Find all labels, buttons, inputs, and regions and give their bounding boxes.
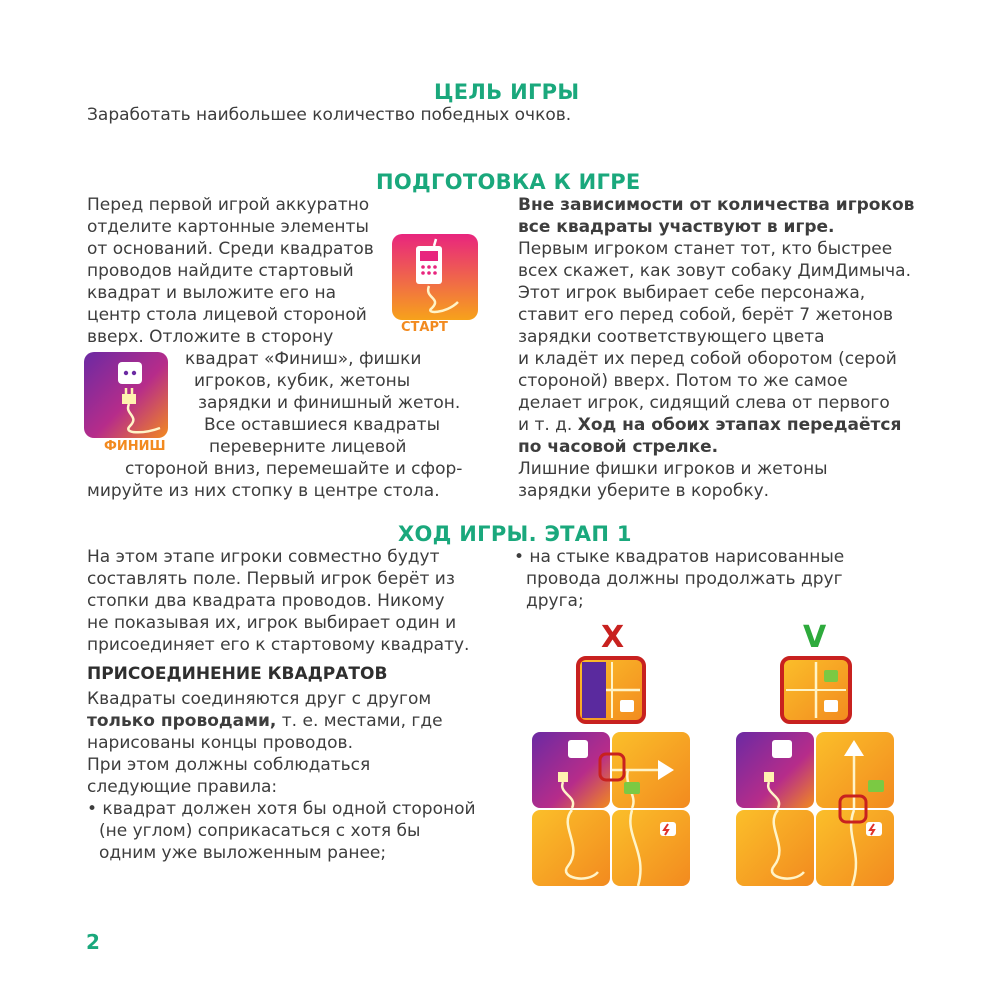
prep-heading: ПОДГОТОВКА К ИГРЕ	[376, 170, 641, 194]
bullet-1-line: одним уже выложенным ранее;	[99, 843, 387, 863]
connect-line: При этом должны соблюдаться	[87, 755, 371, 775]
prep-right-line: зарядки соответствующего цвета	[518, 327, 825, 347]
stage1-line: не показывая их, игрок выбирает один и	[87, 613, 457, 633]
prep-line: квадрат «Финиш», фишки	[185, 349, 422, 369]
prep-line: отделите картонные элементы	[87, 217, 369, 237]
wrong-mark: X	[601, 620, 625, 655]
orange-tile-br	[612, 810, 690, 886]
wrong-example-illustration	[528, 656, 698, 890]
connect-line: Квадраты соединяются друг с другом	[87, 689, 432, 709]
purple-tile	[736, 732, 814, 808]
connect-rest: т. е. местами, где	[276, 711, 443, 731]
prep-line: переверните лицевой	[209, 437, 407, 457]
prep-line: квадрат и выложите его на	[87, 283, 336, 303]
goal-text: Заработать наибольшее количество победных очков.	[87, 105, 572, 125]
stage1-line: На этом этапе игроки совместно будут	[87, 547, 440, 567]
prep-line: проводов найдите стартовый	[87, 261, 354, 281]
bullet-2-line: • на стыке квадратов нарисованные	[514, 547, 845, 567]
prep-right-line: зарядки уберите в коробку.	[518, 481, 770, 501]
stage1-line: стопки два квадрата проводов. Никому	[87, 591, 445, 611]
prep-right-line: Лишние фишки игроков и жетоны	[518, 459, 828, 479]
stage1-left-text	[87, 546, 469, 656]
orange-tile-bl	[736, 810, 814, 886]
top-tile	[782, 658, 850, 722]
prep-right-mixed-bold: Ход на обоих этапах передаётся	[577, 415, 902, 435]
connect-line: нарисованы концы проводов.	[87, 733, 353, 753]
prep-line: от оснований. Среди квадратов	[87, 239, 374, 259]
prep-right-text	[518, 194, 914, 502]
finish-tile	[82, 350, 182, 454]
prep-right-line: ставит его перед собой, берёт 7 жетонов	[518, 305, 894, 325]
socket-icon	[118, 362, 142, 384]
start-tile	[384, 232, 484, 334]
stage1-heading: ХОД ИГРЫ. ЭТАП 1	[398, 522, 632, 546]
connect-subheading: ПРИСОЕДИНЕНИЕ КВАДРАТОВ	[87, 664, 388, 684]
prep-line: мируйте из них стопку в центре стола.	[87, 481, 440, 501]
prep-line: стороной вниз, перемешайте и сфор-	[125, 459, 463, 479]
prep-right-bold-3: по часовой стрелке.	[518, 437, 719, 457]
prep-right-bold-2: все квадраты участвуют в игре.	[518, 217, 835, 237]
prep-line: зарядки и финишный жетон.	[198, 393, 461, 413]
connect-text	[87, 688, 476, 864]
bullet-1-line: • квадрат должен хотя бы одной стороной	[87, 799, 476, 819]
connect-line: следующие правила:	[87, 777, 278, 797]
bullet-1-line: (не углом) соприкасаться с хотя бы	[99, 821, 421, 841]
prep-line: вверх. Отложите в сторону	[87, 327, 334, 347]
right-mark: V	[803, 620, 827, 655]
bullet-2-line: провода должны продолжать друг	[526, 569, 843, 589]
top-tile	[578, 658, 644, 722]
start-tile-label: СТАРТ	[401, 320, 448, 335]
finish-tile-label: ФИНИШ	[104, 439, 166, 454]
bullet-2-line: друга;	[526, 591, 584, 611]
prep-line: игроков, кубик, жетоны	[194, 371, 411, 391]
prep-right-line: делает игрок, сидящий слева от первого	[518, 393, 890, 413]
bullet-2-text	[514, 546, 844, 612]
stage1-line: составлять поле. Первый игрок берёт из	[87, 569, 455, 589]
prep-right-line: и кладёт их перед собой оборотом (серой	[518, 349, 897, 369]
prep-right-mixed-plain: и т. д.	[518, 415, 578, 435]
connect-bold: только проводами,	[87, 711, 277, 731]
prep-line: центр стола лицевой стороной	[87, 305, 367, 325]
page-number: 2	[86, 930, 100, 954]
prep-right-bold-1: Вне зависимости от количества игроков	[518, 195, 915, 215]
stage1-line: присоединяет его к стартовому квадрату.	[87, 635, 470, 655]
goal-heading: ЦЕЛЬ ИГРЫ	[434, 80, 580, 104]
purple-tile	[532, 732, 610, 808]
prep-right-line: всех скажет, как зовут собаку ДимДимыча.	[518, 261, 911, 281]
prep-line: Все оставшиеся квадраты	[204, 415, 440, 435]
right-example-illustration	[734, 656, 900, 890]
prep-line: Перед первой игрой аккуратно	[87, 195, 370, 215]
orange-tile-bl	[532, 810, 610, 886]
prep-right-line: Этот игрок выбирает себе персонажа,	[518, 283, 866, 303]
prep-right-line: стороной) вверх. Потом то же самое	[518, 371, 848, 391]
prep-right-line: Первым игроком станет тот, кто быстрее	[518, 239, 893, 259]
